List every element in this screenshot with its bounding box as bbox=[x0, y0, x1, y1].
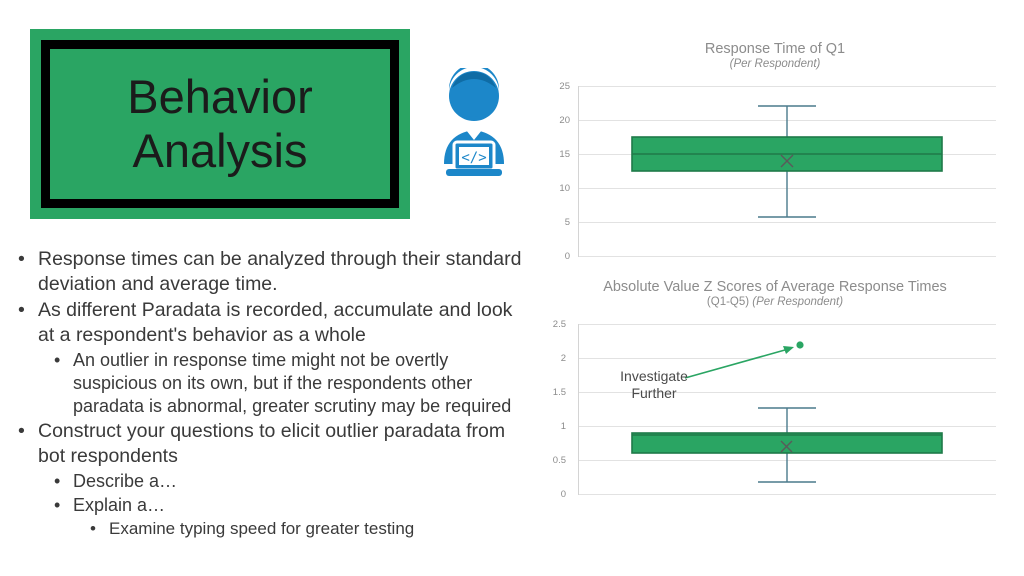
developer-avatar-icon bbox=[428, 68, 520, 188]
page-title bbox=[127, 70, 313, 178]
bullet-marker: • bbox=[54, 470, 61, 491]
y-tick-label: 25 bbox=[559, 80, 570, 92]
list-item bbox=[12, 419, 524, 469]
page-title-line1: Behavior bbox=[127, 69, 313, 123]
y-tick-label: 1 bbox=[560, 420, 566, 432]
box-plot-series bbox=[540, 316, 1010, 516]
chart-title: Response Time of Q1 bbox=[704, 41, 846, 57]
y-tick-label: 0.5 bbox=[552, 454, 566, 466]
bullet-marker: • bbox=[18, 298, 25, 321]
chart-response-time-q1 bbox=[540, 40, 1010, 275]
bullet-text: An outlier in response time might not be overtly suspicious on its own, but if the respondents other paradata is abnormal, greater scrutiny may be required bbox=[73, 349, 512, 416]
bullet-list bbox=[12, 247, 524, 541]
bullet-text: Explain a… bbox=[73, 494, 166, 515]
annotation-line1: Investigate bbox=[620, 367, 688, 384]
list-item bbox=[12, 470, 524, 493]
list-item bbox=[12, 494, 524, 517]
chart-title: Absolute Value Z Scores of Average Response Times bbox=[603, 279, 947, 295]
list-item bbox=[12, 247, 524, 297]
bullet-marker: • bbox=[54, 494, 61, 515]
plot-area bbox=[540, 316, 1010, 516]
bullet-text: Construct your questions to elicit outlier paradata from bot respondents bbox=[38, 419, 506, 467]
title-box bbox=[30, 29, 410, 219]
svg-text:</>: </> bbox=[461, 150, 487, 166]
y-tick-label: 2.5 bbox=[552, 318, 566, 330]
annotation-line2: Further bbox=[631, 385, 677, 402]
list-item bbox=[12, 298, 524, 348]
title-frame bbox=[41, 40, 399, 208]
page-title-line2: Analysis bbox=[132, 124, 308, 177]
chart-z-scores bbox=[540, 278, 1010, 528]
y-tick-label: 0 bbox=[564, 250, 570, 262]
bullet-text: Describe a… bbox=[73, 470, 178, 491]
bullet-marker: • bbox=[90, 518, 96, 538]
y-tick-label: 2 bbox=[560, 352, 566, 364]
annotation-investigate-further bbox=[608, 368, 700, 403]
plot-area bbox=[540, 78, 1010, 268]
y-tick-label: 10 bbox=[559, 182, 570, 194]
chart-subtitle: (Per Respondent) bbox=[729, 58, 821, 71]
bullet-text: Response times can be analyzed through their standard deviation and average time. bbox=[38, 248, 522, 295]
y-tick-label: 5 bbox=[564, 216, 570, 228]
bullet-marker: • bbox=[18, 419, 25, 442]
box-plot-series bbox=[540, 78, 1010, 268]
chart-subtitle-note: (Per Respondent) bbox=[752, 296, 844, 309]
bullet-text: As different Paradata is recorded, accumulate and look at a respondent's behavior as a whole bbox=[38, 298, 513, 346]
outlier-point bbox=[796, 341, 803, 348]
list-item bbox=[12, 518, 524, 540]
y-tick-label: 15 bbox=[559, 148, 570, 160]
bullet-text: Examine typing speed for greater testing bbox=[109, 518, 415, 538]
bullet-marker: • bbox=[54, 349, 61, 370]
chart-subtitle bbox=[540, 296, 1010, 310]
list-item bbox=[12, 349, 524, 418]
y-tick-label: 1.5 bbox=[552, 386, 566, 398]
bullet-marker: • bbox=[18, 248, 25, 270]
y-tick-label: 0 bbox=[560, 488, 566, 500]
chart-subtitle-range: (Q1-Q5) bbox=[706, 296, 750, 309]
y-tick-label: 20 bbox=[559, 114, 570, 126]
